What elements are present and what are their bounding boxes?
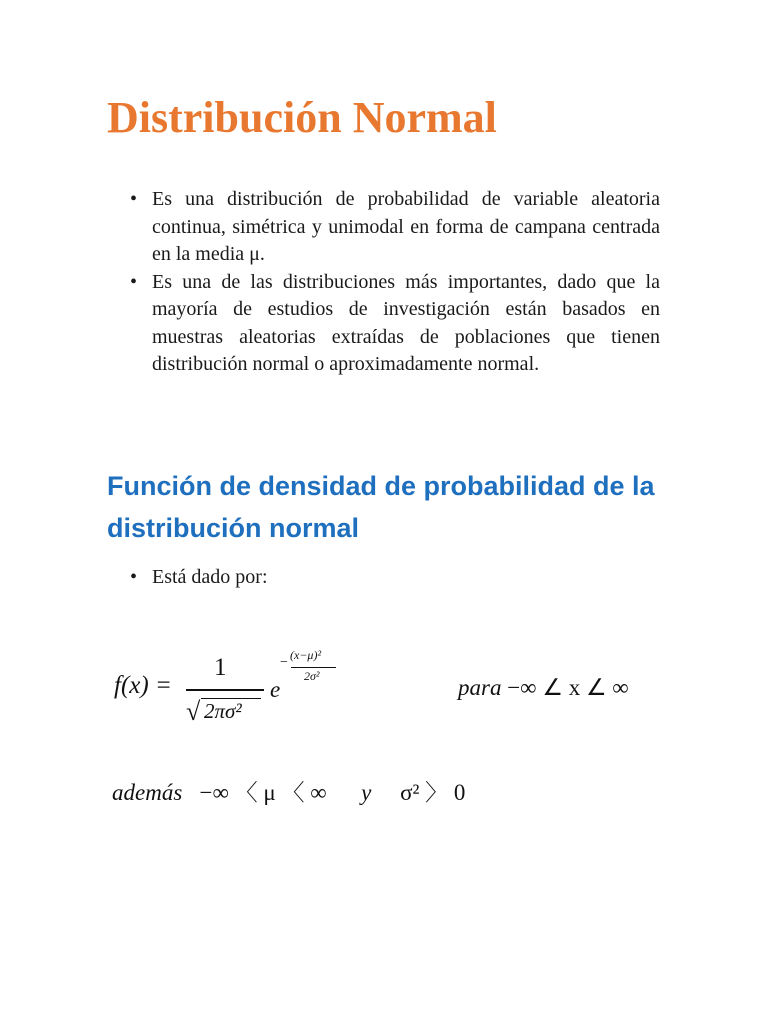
sqrt-icon: √	[186, 697, 201, 726]
parameter-constraint	[112, 774, 465, 807]
intro-bullet-importance: • Es una de las distribuciones más importantes, dado que la mayoría de estudios de investigación están basados en muestras aleatorias extraídas de poblaciones que tienen distribución normal o aproximadamente normal.	[130, 269, 660, 379]
formula-exp-denominator: 2σ²	[304, 669, 320, 683]
formula-domain-word: para	[458, 675, 502, 700]
formula-fraction-bar	[186, 689, 264, 691]
formula-exp-minus: −	[280, 655, 288, 670]
intro-bullet-list	[130, 186, 660, 379]
formula-exp-fraction-bar	[291, 667, 336, 668]
formula-exp-numerator: (x−μ)²	[290, 648, 322, 662]
density-bullet-list	[130, 564, 660, 592]
formula-denominator: 2πσ²	[204, 699, 242, 723]
density-bullet-given-by: • Está dado por:	[130, 564, 660, 592]
formula-domain	[458, 675, 629, 701]
constraint-conjunction: y	[361, 780, 372, 805]
constraint-sigma: σ² 〉 0	[400, 780, 466, 805]
page-title: Distribución Normal	[107, 93, 497, 142]
formula-exp-base: e	[270, 677, 281, 702]
intro-bullet-definition: • Es una distribución de probabilidad de variable aleatoria continua, simétrica y unimodal en forma de campana centrada en la media μ.	[130, 186, 660, 269]
section-heading-density: Función de densidad de probabilidad de la distribución normal	[107, 471, 655, 543]
formula-lhs: f(x) =	[114, 672, 172, 699]
formula-domain-range: −∞ ∠ x ∠ ∞	[507, 675, 629, 700]
formula-numerator: 1	[214, 654, 227, 681]
constraint-mu-range: −∞ 〈 μ 〈 ∞	[199, 780, 327, 805]
constraint-word: además	[112, 780, 183, 805]
